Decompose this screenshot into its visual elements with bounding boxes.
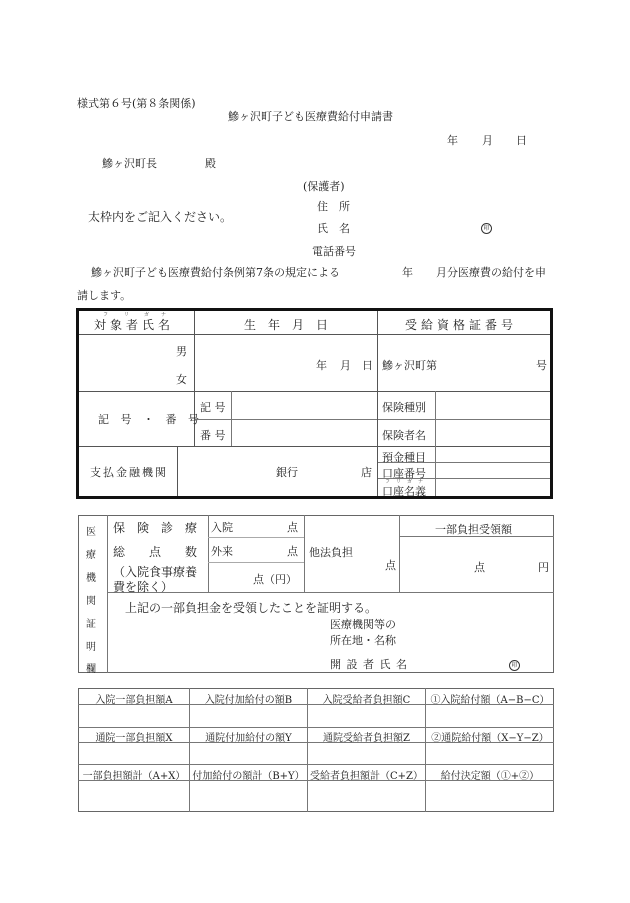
side-label-char: 明 [86,642,96,653]
ruby-ga: ガ [144,312,150,318]
ruby-fu: フ [103,312,109,318]
other-law-field[interactable] [306,560,382,590]
divider [208,515,209,592]
divider [78,764,554,765]
ruby-ri: リ [396,479,402,485]
cert-suffix: 号 [536,359,547,372]
ruby-fu: フ [385,479,391,485]
account-number-field[interactable] [437,464,549,478]
certificate-number-header: 受給資格証番号 [405,318,518,332]
side-label-char: 欄 [86,664,96,675]
divider [78,727,554,728]
calc-input-total-partial[interactable] [79,781,189,811]
side-label-char: 医 [86,527,96,538]
partial-received-field[interactable] [401,538,471,590]
date-month-label: 月 [482,134,493,147]
calc-header: 受給者負担額計（C+Z） [310,771,423,782]
divider [231,391,232,446]
calc-header: ②通院給付額（X−Y−Z） [431,733,549,744]
side-label-char: 関 [86,596,96,607]
bank-label: 銀行 [276,466,298,479]
calc-input-b[interactable] [190,705,307,727]
seal-icon: 印 [509,657,520,671]
date-year-label: 年 [447,134,458,147]
calc-input-total-additional[interactable] [190,781,307,811]
symbol-field[interactable] [233,393,376,418]
insurance-type-label: 保険種別 [382,401,426,414]
divider [79,391,550,392]
other-law-unit: 点 [385,559,396,572]
divider [377,311,378,496]
form-number: 様式第６号(第８条関係) [77,97,196,110]
sex-male[interactable]: 男 [176,345,187,358]
date-day-label: 日 [516,134,527,147]
calc-header: 通院受給者負担額Z [323,733,410,744]
calc-input-c[interactable] [308,705,425,727]
deposit-type-label: 預金種目 [382,451,426,464]
divider [107,592,554,593]
divider [194,419,550,420]
meal-points-unit: 点（円） [253,573,297,586]
birth-day-label: 日 [362,359,373,372]
inpatient-unit: 点 [287,521,298,534]
total-points-line4: 費を除く） [113,580,174,594]
guardian-label: (保護者) [303,180,345,193]
total-points-line1: 保 険 診 療 [113,521,198,535]
divider [435,391,436,496]
calc-header: 一部負担額計（A+X） [82,771,186,782]
outpatient-points-field[interactable] [235,539,285,561]
addressee: 鰺ヶ沢町長 [102,157,157,170]
statement-line1-a: 鰺ヶ沢町子ども医療費給付条例第7条の規定による [91,266,340,279]
certify-statement: 上記の一部負担金を受領したことを証明する。 [125,601,378,615]
insurer-name-field[interactable] [437,421,549,445]
side-label-char: 療 [86,550,96,561]
seal-icon: 印 [481,220,492,234]
ruby-na: ナ [418,479,424,485]
divider [177,446,178,496]
calc-input-decision-amount[interactable] [426,781,553,811]
partial-yen-unit: 円 [538,561,549,574]
divider [107,515,108,673]
calc-input-total-recipient[interactable] [308,781,425,811]
divider [79,446,550,447]
founder-name-label: 開 設 者 氏 名 [330,658,408,671]
account-number-label: 口座番号 [382,467,426,480]
symbol-number-label: 記 号 ・ 番 号 [98,413,203,426]
address-label: 住 所 [317,200,350,213]
symbol-label: 記 号 [200,401,226,414]
cert-prefix: 鰺ヶ沢町第 [382,359,437,372]
insurer-name-label: 保険者名 [382,429,426,442]
partial-points-unit: 点 [474,561,485,574]
calc-header: 入院一部負担額A [95,695,173,706]
account-holder-label: 口座名義 [382,485,426,498]
institution-label-1: 医療機関等の [330,618,396,631]
birth-year-label: 年 [316,359,327,372]
subject-name-header: 対象者氏名 [94,318,175,332]
insurance-type-field[interactable] [437,393,549,418]
phone-label: 電話番号 [312,245,356,258]
ruby-ga: ガ [407,479,413,485]
birth-month-label: 月 [340,359,351,372]
total-points-line3: （入院食事療養 [113,565,198,579]
calc-input-a[interactable] [79,705,189,727]
statement-line2: 請します。 [77,289,132,302]
meal-points-field[interactable] [210,564,250,591]
calc-header: 入院付加給付の額B [204,695,293,706]
calc-header: 通院付加給付の額Y [205,733,292,744]
inpatient-points-field[interactable] [235,517,285,536]
other-law-label: 他法負担 [309,546,353,559]
number-field[interactable] [233,421,376,445]
inpatient-label: 入院 [211,521,233,534]
partial-received-label: 一部負担受領額 [435,523,512,536]
calc-input-x[interactable] [79,743,189,764]
name-label: 氏 名 [317,222,350,235]
birthdate-header: 生 年 月 日 [244,318,329,332]
divider [399,515,400,592]
divider [208,537,304,538]
addressee-honorific: 殿 [205,157,216,170]
side-label-char: 機 [86,573,96,584]
sex-female[interactable]: 女 [176,373,187,386]
payment-institution-label: 支払金融機関 [90,466,168,479]
branch-label: 店 [361,466,372,479]
divider [79,334,550,335]
calc-header: 入院受給者負担額C [322,695,411,706]
ruby-ri: リ [124,312,130,318]
calc-input-y[interactable] [190,743,307,764]
calc-input-outpatient-benefit[interactable] [426,743,553,764]
outpatient-unit: 点 [287,545,298,558]
calc-header: 給付決定額（①+②） [440,771,540,782]
deposit-type-field[interactable] [437,448,549,462]
ruby-na: ナ [161,312,167,318]
calc-input-z[interactable] [308,743,425,764]
outpatient-label: 外来 [211,545,233,558]
divider [304,515,305,592]
divider [208,562,304,563]
total-points-line2: 総 点 数 [113,545,198,559]
calc-header: 付加給付の額計（B+Y） [192,771,305,782]
account-holder-field[interactable] [437,480,549,496]
number-label: 番 号 [200,429,226,442]
calc-header: ①入院給付額（A−B−C） [430,695,550,706]
calc-header: 通院一部負担額X [95,733,173,744]
calc-input-inpatient-benefit[interactable] [426,705,553,727]
statement-year: 年 [402,266,413,279]
institution-name-field[interactable] [400,612,550,646]
instruction-text: 太枠内をご記入ください。 [88,210,233,224]
side-label-char: 証 [86,619,96,630]
institution-label-2: 所在地・名称 [330,634,396,647]
form-title: 鰺ヶ沢町子ども医療費給付申請書 [228,110,393,123]
statement-line1-b: 月分医療費の給付を申 [436,266,546,279]
founder-name-field[interactable] [400,652,500,670]
